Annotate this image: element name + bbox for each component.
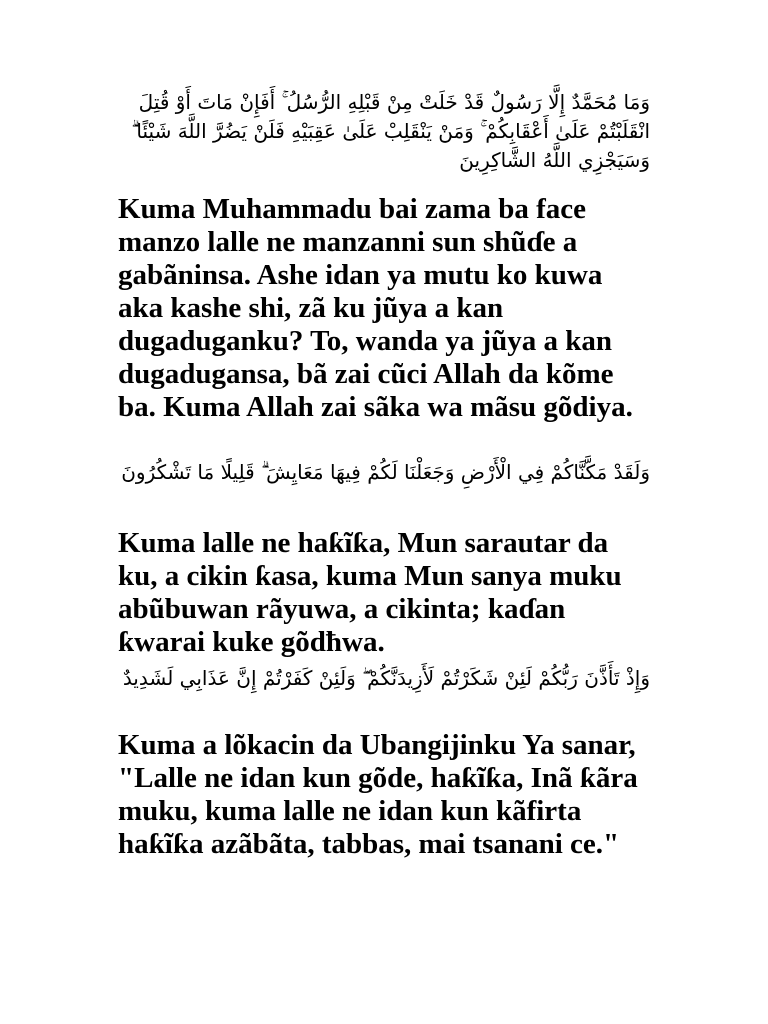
verse-2-arabic: وَلَقَدْ مَكَّنَّاكُمْ فِي الْأَرْضِ وَجَعَلْنَا لَكُمْ فِيهَا مَعَايِشَ ۗ قَلِيلًا مَا تَشْكُرُونَ xyxy=(121,460,650,484)
verse-2-translation: Kuma lalle ne haƙĩƙa, Mun sarautar da ku, a cikin ƙasa, kuma Mun sanya muku abũbuwan rãyuwa, a cikinta; kaɗan ƙwarai kuke gõdħwa. xyxy=(118,527,622,658)
verse-3-translation: Kuma a lõkacin da Ubangijinku Ya sanar, "Lalle ne idan kun gõde, haƙĩƙa, Inã ƙãra muku, kuma lalle ne idan kun kãfirta haƙĩƙa azãbãta, tabbas, mai tsanani ce." xyxy=(118,729,638,860)
verse-1-arabic: وَمَا مُحَمَّدٌ إِلَّا رَسُولٌ قَدْ خَلَتْ مِنْ قَبْلِهِ الرُّسُلُ ۚ أَفَإِنْ مَاتَ أَوْ قُتِلَ انْقَلَبْتُمْ عَلَىٰ أَعْقَابِكُمْ ۚ وَمَنْ يَنْقَلِبْ عَلَىٰ عَقِبَيْهِ فَلَنْ يَضُرَّ اللَّهَ شَيْئًا ۗ وَسَيَجْزِي اللَّهُ الشَّاكِرِينَ xyxy=(131,90,650,172)
verse-1-translation: Kuma Muhammadu bai zama ba face manzo lalle ne manzanni sun shũɗe a gabãninsa. Ashe idan ya mutu ko kuwa aka kashe shi, zã ku jũya a kan dugaduganku? To, wanda ya jũya a kan dugadugansa, bã zai cũci Allah da kõme ba. Kuma Allah zai sãka wa mãsu gõdiya. xyxy=(118,193,633,423)
verse-3-arabic: وَإِذْ تَأَذَّنَ رَبُّكُمْ لَئِنْ شَكَرْتُمْ لَأَزِيدَنَّكُمْ ۖ وَلَئِنْ كَفَرْتُمْ إِنَّ عَذَابِي لَشَدِيدٌ xyxy=(122,666,650,690)
